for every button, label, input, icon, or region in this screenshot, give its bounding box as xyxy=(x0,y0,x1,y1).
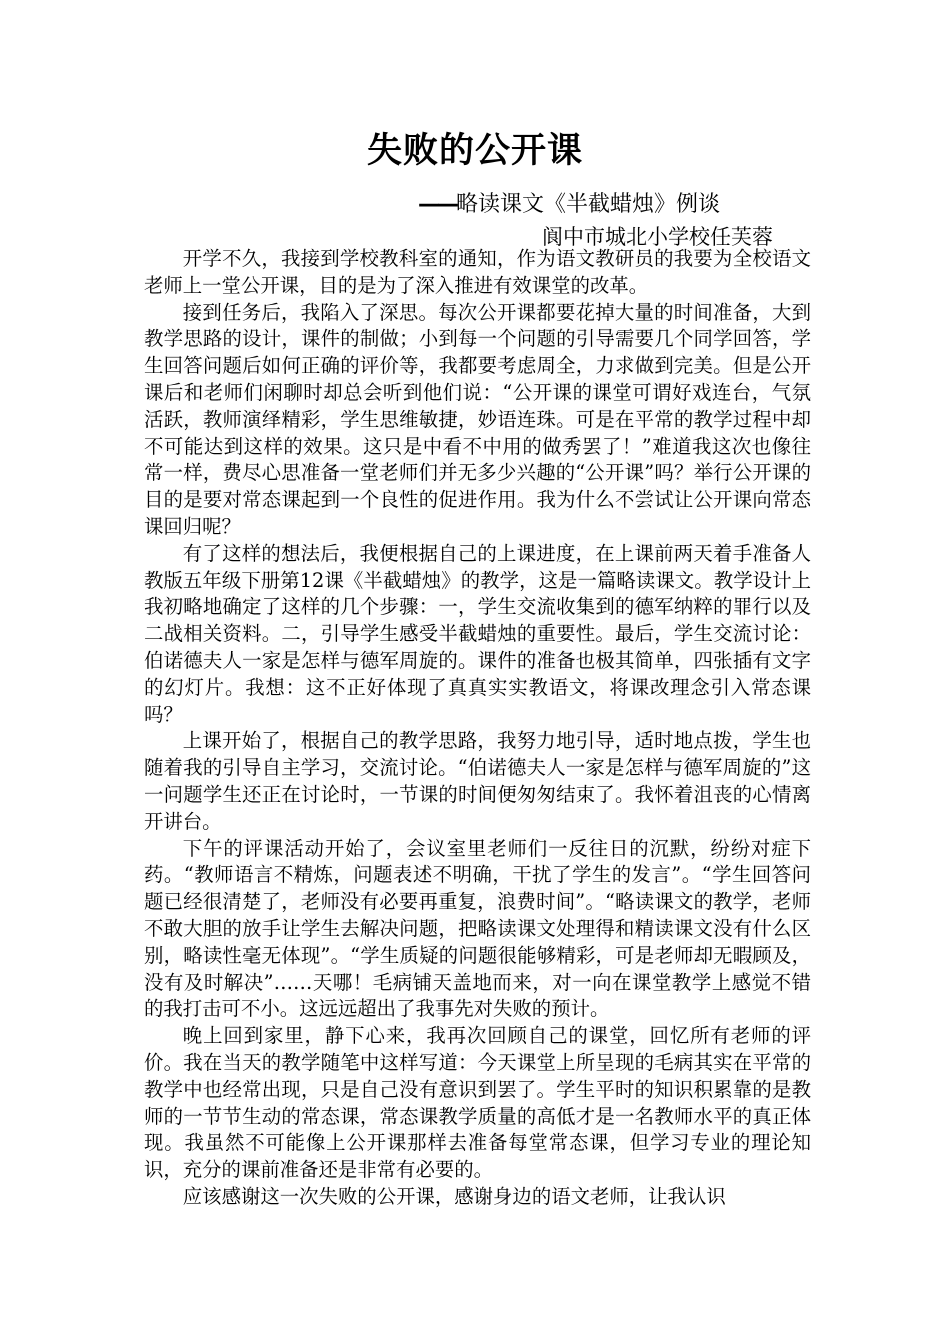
document-body xyxy=(144,246,811,1211)
paragraph-4: 上课开始了，根据自己的教学思路，我努力地引导，适时地点拨，学生也随着我的引导自主学习，交流讨论。“伯诺德夫人一家是怎样与德军周旋的”这一问题学生还正在讨论时，一节课的时间便匆匆结束了。我怀着沮丧的心情离开讲台。 xyxy=(144,729,811,833)
paragraph-6: 晚上回到家里，静下心来，我再次回顾自己的课堂，回忆所有老师的评价。我在当天的教学随笔中这样写道：今天课堂上所呈现的毛病其实在平常的教学中也经常出现，只是自己没有意识到罢了。学生平时的知识积累靠的是教师的一节节生动的常态课，常态课教学质量的高低才是一名教师水平的真正体现。我虽然不可能像上公开课那样去准备每堂常态课，但学习专业的理论知识，充分的课前准备还是非常有必要的。 xyxy=(144,1024,811,1182)
paragraph-3: 有了这样的想法后，我便根据自己的上课进度，在上课前两天着手准备人教版五年级下册第12课《半截蜡烛》的教学，这是一篇略读课文。教学设计上我初略地确定了这样的几个步骤：一，学生交流收集到的德军纳粹的罪行以及二战相关资料。二，引导学生感受半截蜡烛的重要性。最后，学生交流讨论：伯诺德夫人一家是怎样与德军周旋的。课件的准备也极其简单，四张插有文字的幻灯片。我想：这不正好体现了真真实实教语文，将课改理念引入常态课吗？ xyxy=(144,541,811,726)
paragraph-1: 开学不久，我接到学校教科室的通知，作为语文教研员的我要为全校语文老师上一堂公开课，目的是为了深入推进有效课堂的改革。 xyxy=(144,247,811,297)
subtitle-dash: —— xyxy=(418,192,456,217)
document-title: 失败的公开课 xyxy=(366,131,583,171)
paragraph-5: 下午的评课活动开始了，会议室里老师们一反往日的沉默，纷纷对症下药。“教师语言不精炼，问题表述不明确，干扰了学生的发言”。“学生回答问题已经很清楚了，老师没有必要再重复，浪费时间”。“略读课文的教学，老师不敢大胆的放手让学生去解决问题，把略读课文处理得和精读课文没有什么区别，略读性毫无体现”。“学生质疑的问题很能够精彩，可是老师却无暇顾及，没有及时解决”……天哪！毛病铺天盖地而来，对一向在课堂教学上感觉不错的我打击可不小。这远远超出了我事先对失败的预计。 xyxy=(144,836,811,1021)
subtitle-text: 略读课文《半截蜡烛》例谈 xyxy=(456,192,721,217)
document-author: 阆中市城北小学校任芙蓉 xyxy=(542,225,773,249)
paragraph-2: 接到任务后，我陷入了深思。每次公开课都要花掉大量的时间准备，大到教学思路的设计，课件的制做；小到每一个问题的引导需要几个同学回答，学生回答问题后如何正确的评价等，我都要考虑周全，力求做到完美。但是公开课后和老师们闲聊时却总会听到他们说：“公开课的课堂可谓好戏连台，气氛活跃，教师演绎精彩，学生思维敏捷，妙语连珠。可是在平常的教学过程中却不可能达到这样的效果。这只是中看不中用的做秀罢了！”难道我这次也像往常一样，费尽心思准备一堂老师们并无多少兴趣的“公开课”吗？举行公开课的目的是要对常态课起到一个良性的促进作用。我为什么不尝试让公开课向常态课回归呢？ xyxy=(144,300,811,538)
document-subtitle xyxy=(418,187,720,223)
paragraph-7: 应该感谢这一次失败的公开课，感谢身边的语文老师，让我认识 xyxy=(182,1184,726,1208)
